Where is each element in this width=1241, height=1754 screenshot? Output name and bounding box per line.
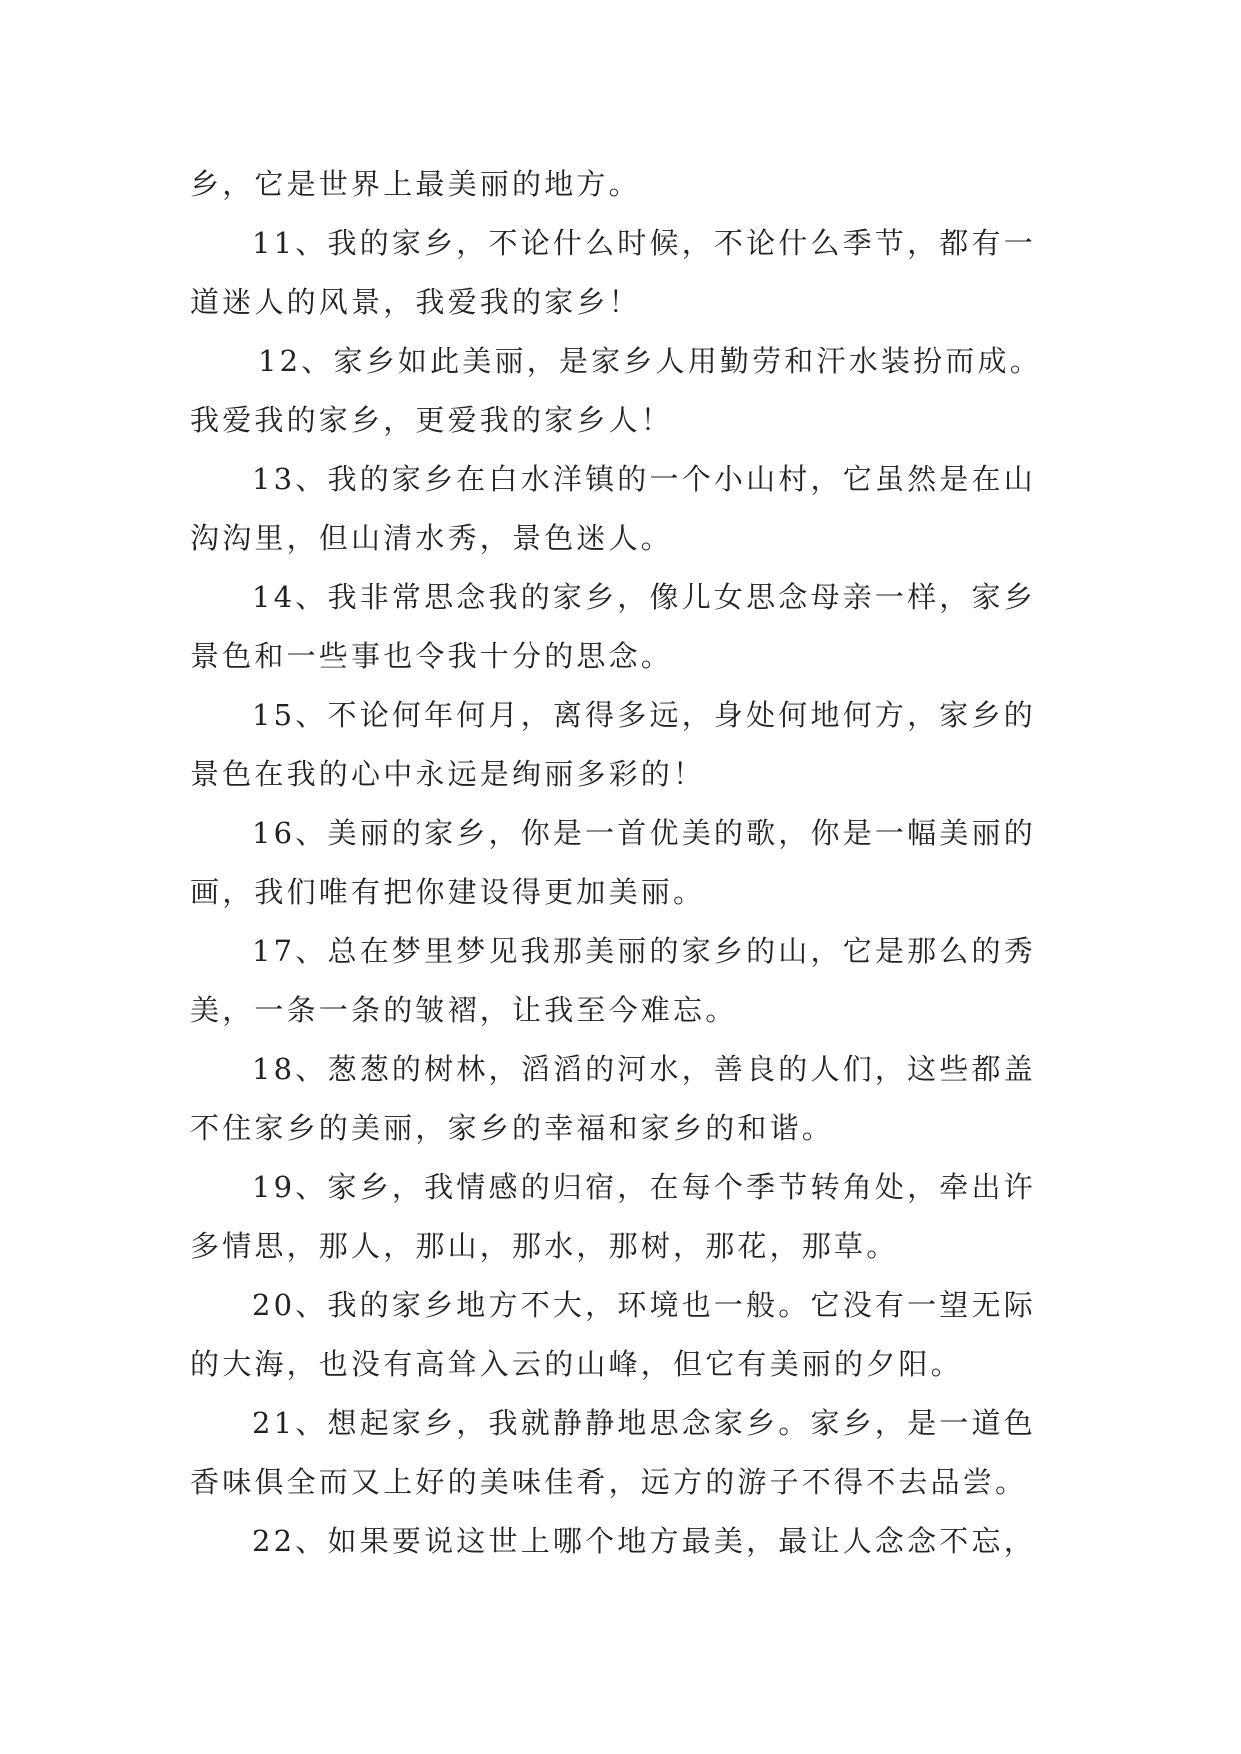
text-line: 的大海，也没有高耸入云的山峰，但它有美丽的夕阳。 [190, 1347, 963, 1381]
text-line: 我爱我的家乡，更爱我的家乡人！ [190, 403, 674, 437]
text-line: 18、葱葱的树林，滔滔的河水，善良的人们，这些都盖 [252, 1052, 1036, 1086]
text-line: 19、家乡，我情感的归宿，在每个季节转角处，牵出许 [252, 1170, 1036, 1204]
text-line: 多情思，那人，那山，那水，那树，那花，那草。 [190, 1229, 899, 1263]
text-line: 15、不论何年何月，离得多远，身处何地何方，家乡的 [252, 698, 1036, 732]
text-line: 12、家乡如此美丽，是家乡人用勤劳和汗水装扮而成。 [258, 344, 1042, 378]
text-line: 21、想起家乡，我就静静地思念家乡。家乡，是一道色 [252, 1406, 1036, 1440]
text-line: 乡，它是世界上最美丽的地方。 [190, 167, 641, 201]
text-line: 14、我非常思念我的家乡，像儿女思念母亲一样，家乡 [252, 580, 1036, 614]
document-body [190, 155, 1070, 1571]
text-line: 沟沟里，但山清水秀，景色迷人。 [190, 521, 674, 555]
text-line: 17、总在梦里梦见我那美丽的家乡的山，它是那么的秀 [252, 934, 1036, 968]
text-line: 22、如果要说这世上哪个地方最美，最让人念念不忘， [252, 1524, 1036, 1558]
text-line: 景色和一些事也令我十分的思念。 [190, 639, 674, 673]
text-line: 20、我的家乡地方不大，环境也一般。它没有一望无际 [252, 1288, 1036, 1322]
text-line: 道迷人的风景，我爱我的家乡！ [190, 285, 641, 319]
text-line: 11、我的家乡，不论什么时候，不论什么季节，都有一 [252, 226, 1036, 260]
text-line: 香味俱全而又上好的美味佳肴，远方的游子不得不去品尝。 [190, 1465, 1028, 1499]
text-line: 景色在我的心中永远是绚丽多彩的！ [190, 757, 706, 791]
text-line: 13、我的家乡在白水洋镇的一个小山村，它虽然是在山 [252, 462, 1036, 496]
text-line: 画，我们唯有把你建设得更加美丽。 [190, 875, 706, 909]
text-line: 美，一条一条的皱褶，让我至今难忘。 [190, 993, 738, 1027]
text-line: 不住家乡的美丽，家乡的幸福和家乡的和谐。 [190, 1111, 835, 1145]
text-line: 16、美丽的家乡，你是一首优美的歌，你是一幅美丽的 [252, 816, 1036, 850]
